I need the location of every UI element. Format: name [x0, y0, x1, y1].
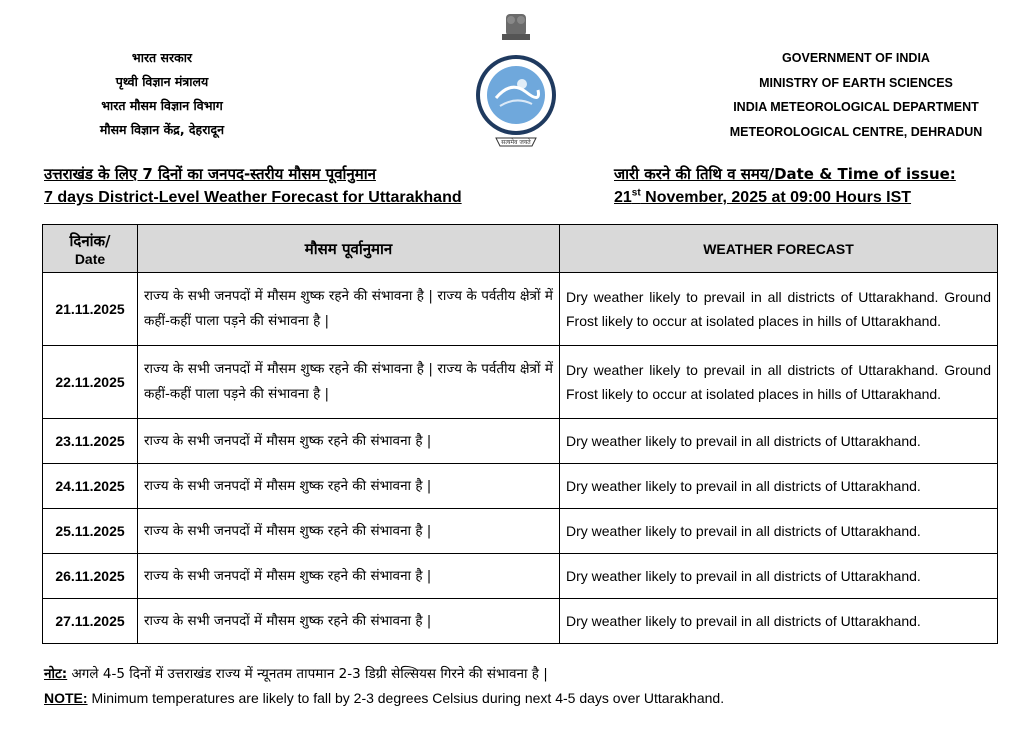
row-date: 25.11.2025 [43, 509, 138, 554]
table-row [43, 419, 998, 464]
ashoka-lion-icon [502, 14, 530, 40]
table-row [43, 464, 998, 509]
issue-label: जारी करने की तिथि व समय/Date & Time of issue: [614, 165, 956, 183]
header-hi-line3: भारत मौसम विज्ञान विभाग [101, 98, 223, 113]
header-hi-line4: मौसम विज्ञान केंद्र, देहरादून [99, 122, 225, 137]
row-forecast-hi: राज्य के सभी जनपदों में मौसम शुष्क रहने की संभावना है | [138, 419, 560, 464]
row-forecast-hi: राज्य के सभी जनपदों में मौसम शुष्क रहने की संभावना है | राज्य के पर्वतीय क्षेत्रों में कहीं-कहीं पाला पड़ने की संभावना है | [138, 346, 560, 419]
row-date: 23.11.2025 [43, 419, 138, 464]
forecast-note [44, 662, 724, 710]
table-row [43, 346, 998, 419]
header-forecast-hi: मौसम पूर्वानुमान [138, 225, 560, 273]
header-english [716, 46, 996, 144]
issue-day-suffix: st [631, 187, 641, 199]
row-date: 27.11.2025 [43, 599, 138, 644]
header-en-line1: GOVERNMENT OF INDIA [782, 51, 930, 65]
row-forecast-en: Dry weather likely to prevail in all districts of Uttarakhand. [560, 554, 998, 599]
issue-info [614, 162, 956, 210]
title-hindi: उत्तराखंड के लिए 7 दिनों का जनपद-स्तरीय मौसम पूर्वानुमान [44, 165, 376, 183]
note-hi-text: अगले 4-5 दिनों में उत्तराखंड राज्य में न्यूनतम तापमान 2-3 डिग्री सेल्सियस गिरने की संभावना है | [67, 666, 548, 682]
note-en-text: Minimum temperatures are likely to fall by 2-3 degrees Celsius during next 4-5 days over Uttarakhand. [87, 690, 725, 706]
note-english [44, 686, 724, 710]
row-forecast-hi: राज्य के सभी जनपदों में मौसम शुष्क रहने की संभावना है | राज्य के पर्वतीय क्षेत्रों में कहीं-कहीं पाला पड़ने की संभावना है | [138, 273, 560, 346]
row-forecast-en: Dry weather likely to prevail in all districts of Uttarakhand. [560, 464, 998, 509]
table-row [43, 273, 998, 346]
header-hi-line1: भारत सरकार [131, 50, 193, 65]
row-forecast-en: Dry weather likely to prevail in all districts of Uttarakhand. Ground Frost likely to occur at isolated places in hills of Uttarakhand. [560, 273, 998, 346]
header-hindi [62, 46, 262, 142]
header-en-line4: METEOROLOGICAL CENTRE, DEHRADUN [729, 124, 983, 139]
row-date: 24.11.2025 [43, 464, 138, 509]
issue-day: 21 [614, 189, 632, 206]
imd-emblem-logo [466, 10, 566, 150]
note-hi-label: नोट: [44, 666, 68, 682]
header-en-line2: MINISTRY OF EARTH SCIENCES [759, 75, 953, 90]
header-date-en: Date [74, 250, 106, 267]
row-forecast-hi: राज्य के सभी जनपदों में मौसम शुष्क रहने की संभावना है | [138, 509, 560, 554]
row-forecast-en: Dry weather likely to prevail in all districts of Uttarakhand. [560, 599, 998, 644]
header-en-line3: INDIA METEOROLOGICAL DEPARTMENT [733, 100, 979, 114]
logo-motto: सत्यमेव जयते [501, 139, 531, 146]
issue-datetime [614, 186, 956, 210]
table-header-row [43, 225, 998, 273]
row-forecast-hi: राज्य के सभी जनपदों में मौसम शुष्क रहने की संभावना है | [138, 554, 560, 599]
row-forecast-en: Dry weather likely to prevail in all districts of Uttarakhand. [560, 509, 998, 554]
issue-rest: November, 2025 at 09:00 Hours IST [640, 189, 912, 206]
header-hi-line2: पृथ्वी विज्ञान मंत्रालय [115, 74, 209, 89]
row-date: 22.11.2025 [43, 346, 138, 419]
forecast-title [44, 162, 462, 210]
table-row [43, 599, 998, 644]
row-forecast-en: Dry weather likely to prevail in all districts of Uttarakhand. [560, 419, 998, 464]
note-hindi [44, 662, 724, 686]
row-forecast-hi: राज्य के सभी जनपदों में मौसम शुष्क रहने की संभावना है | [138, 599, 560, 644]
header-date [43, 225, 138, 273]
row-date: 26.11.2025 [43, 554, 138, 599]
table-row [43, 509, 998, 554]
row-forecast-en: Dry weather likely to prevail in all districts of Uttarakhand. Ground Frost likely to occur at isolated places in hills of Uttarakhand. [560, 346, 998, 419]
title-english: 7 days District-Level Weather Forecast for Uttarakhand [44, 189, 462, 206]
forecast-table [42, 224, 998, 644]
row-forecast-hi: राज्य के सभी जनपदों में मौसम शुष्क रहने की संभावना है | [138, 464, 560, 509]
note-en-label: NOTE: [44, 690, 88, 706]
table-row [43, 554, 998, 599]
header-forecast-en: WEATHER FORECAST [560, 225, 998, 273]
row-date: 21.11.2025 [43, 273, 138, 346]
header-date-hi: दिनांक/ [69, 231, 111, 250]
